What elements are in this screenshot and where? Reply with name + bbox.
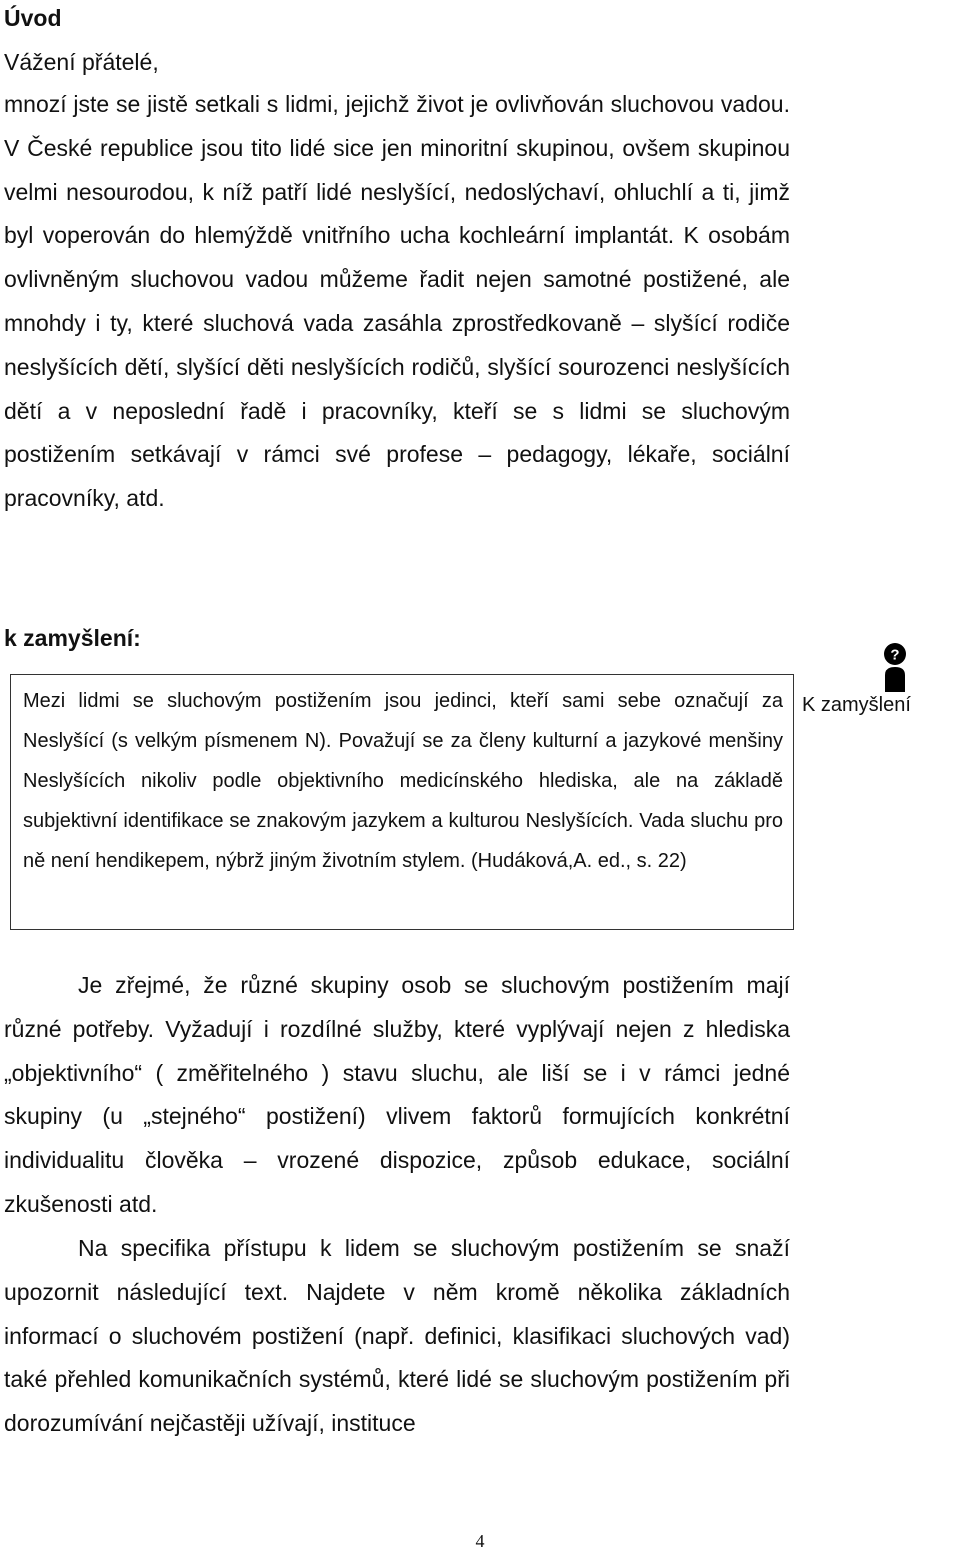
svg-text:?: ? bbox=[890, 646, 900, 664]
body-paragraph-2: Je zřejmé, že různé skupiny osob se sluchovým postižením mají různé potřeby. Vyžadují i rozdílné služby, které vyplývají nejen z hlediska „objektivního“ ( změřitelného ) stavu sluchu, ale liší se i v rámci jedné skupiny (u „stejného“ postižení) vlivem faktorů formujících konkrétní individualitu člověka – vrozené dispozice, způsob edukace, sociální zkušenosti atd. bbox=[4, 972, 790, 1217]
section-heading: Úvod bbox=[4, 5, 62, 31]
margin-label: K zamyšlení bbox=[802, 694, 911, 716]
page-number: 4 bbox=[475, 1531, 485, 1551]
body-paragraph-3: Na specifika přístupu k lidem se sluchovým postižením se snaží upozornit následující text. Najdete v něm kromě několika základních informací o sluchovém postižení (např. definici, klasifikaci sluchových vad) také přehled komunikačních systémů, které lidé se sluchovým postižením při dorozumívání nejčastěji užívají, instituce bbox=[4, 1235, 790, 1437]
reflection-text: Mezi lidmi se sluchovým postižením jsou jedinci, kteří sami sebe označují za Neslyšící (s velkým písmenem N). Považují se za členy kulturní a jazykové menšiny Neslyšících nikoliv podle objektivního medicínského hlediska, ale na základě subjektivní identifikace se znakovým jazykem a kulturou Neslyšících. Vada sluchu pro ně není hendikepem, nýbrž jiným životním stylem. (Hudáková,A. ed., s. 22) bbox=[23, 690, 783, 872]
salutation: Vážení přátelé, bbox=[4, 49, 159, 75]
thinking-person-question-icon bbox=[873, 642, 917, 692]
reflection-box bbox=[10, 674, 794, 930]
intro-paragraph: mnozí jste se jistě setkali s lidmi, jejichž život je ovlivňován sluchovou vadou. V České republice jsou tito lidé sice jen minoritní skupinou, ovšem skupinou velmi nesourodou, k níž patří lidé neslyšící, nedoslýchaví, ohluchlí a ti, jimž byl voperován do hlemýždě vnitřního ucha kochleární implantát. K osobám ovlivněným sluchovou vadou můžeme řadit nejen samotné postižené, ale mnohdy i ty, které sluchová vada zasáhla zprostředkovaně – slyšící rodiče neslyšících dětí, slyšící děti neslyšících rodičů, slyšící sourozenci neslyšících dětí a v neposlední řadě i pracovníky, kteří se s lidmi se sluchovým postižením setkávají v rámci své profese – pedagogy, lékaře, sociální pracovníky, atd. bbox=[4, 91, 790, 512]
reflection-heading: k zamyšlení: bbox=[4, 625, 141, 651]
